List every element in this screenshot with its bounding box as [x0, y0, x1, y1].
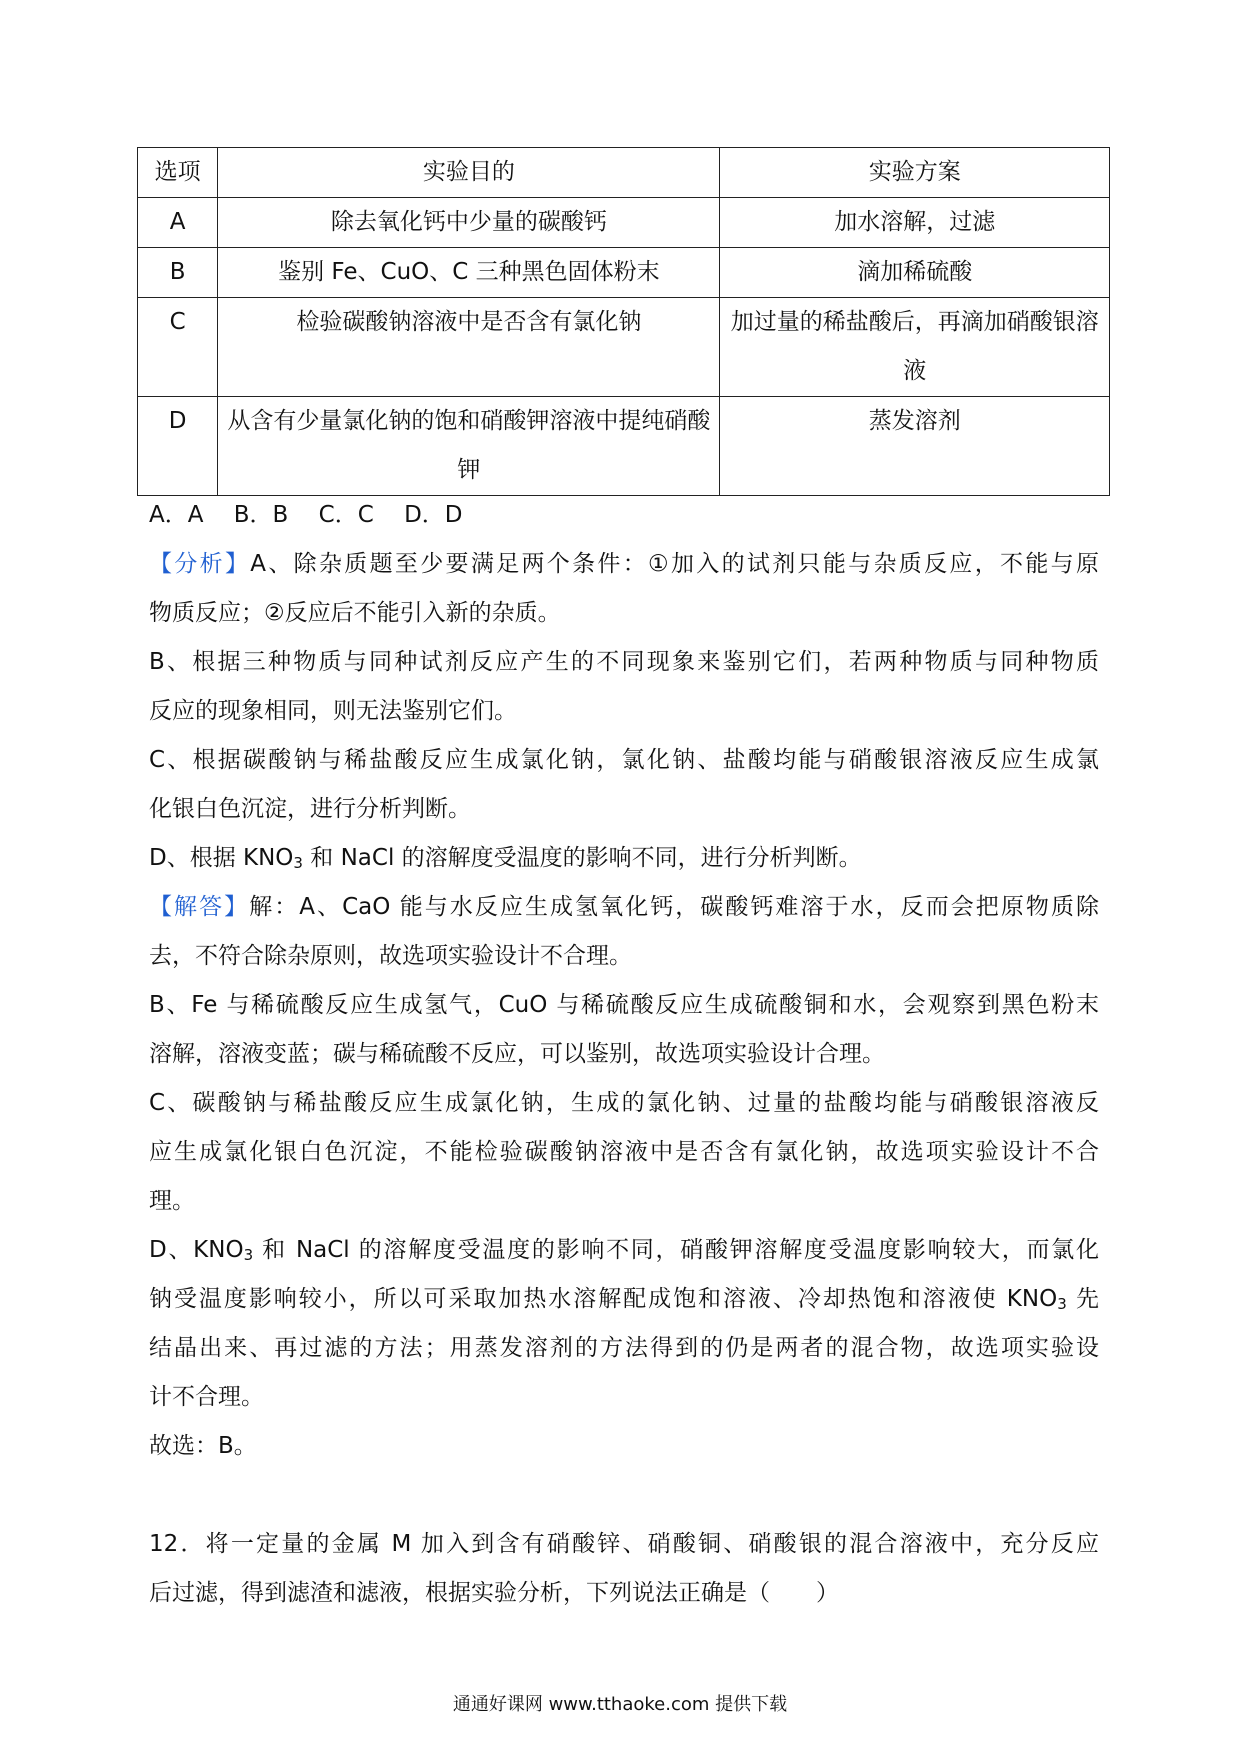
answer-line: B、Fe 与稀硫酸反应生成氢气，CuO 与稀硫酸反应生成硫酸铜和水，会观察到黑色粉末: [149, 992, 1099, 1018]
header-option: 选项: [138, 148, 218, 198]
answer-line: 计不合理。: [149, 1384, 264, 1410]
cell-option: A: [138, 198, 218, 248]
question-line: 后过滤，得到滤渣和滤液，根据实验分析，下列说法正确是（ ）: [149, 1580, 839, 1606]
answer-text: 钠受温度影响较小，所以可采取加热水溶解配成饱和溶液、冷却热饱和溶液使 KNO: [149, 1286, 1058, 1312]
table-row: [138, 248, 1110, 298]
answer-line: 应生成氯化银白色沉淀，不能检验碳酸钠溶液中是否含有氯化钠，故选项实验设计不合: [149, 1139, 1099, 1165]
analysis-line: 化银白色沉淀，进行分析判断。: [149, 796, 471, 822]
header-purpose: 实验目的: [218, 148, 720, 198]
cell-plan: 蒸发溶剂: [720, 397, 1110, 496]
answer-text: 先: [1066, 1286, 1099, 1312]
cell-purpose: 鉴别 Fe、CuO、C 三种黑色固体粉末: [218, 248, 720, 298]
answer-text: 和 NaCl 的溶解度受温度的影响不同，硝酸钾溶解度受温度影响较大，而氯化: [253, 1237, 1099, 1263]
answer-choices: A．A B．B C．C D．D: [149, 502, 463, 528]
analysis-line: 物质反应；②反应后不能引入新的杂质。: [149, 600, 561, 626]
answer-line: 理。: [149, 1188, 195, 1214]
analysis-text: A、除杂质题至少要满足两个条件：①加入的试剂只能与杂质反应，不能与原: [250, 551, 1099, 577]
cell-option: D: [138, 397, 218, 496]
analysis-tag: 【分析】: [149, 551, 251, 577]
subscript: 3: [1057, 1295, 1067, 1313]
analysis-line: [149, 834, 1099, 883]
table-row: [138, 397, 1110, 496]
page-footer: 通通好课网 www.tthaoke.com 提供下载: [452, 1694, 788, 1715]
subscript: 3: [293, 854, 303, 872]
answer-text: D、KNO: [149, 1237, 244, 1263]
cell-option: B: [138, 248, 218, 298]
answer-tag: 【解答】: [149, 894, 250, 920]
answer-text: 解：A、CaO 能与水反应生成氢氧化钙，碳酸钙难溶于水，反而会把原物质除: [249, 894, 1099, 920]
answer-line: 溶解，溶液变蓝；碳与稀硫酸不反应，可以鉴别，故选项实验设计合理。: [149, 1041, 885, 1067]
body-text: [149, 491, 1099, 1618]
header-plan: 实验方案: [720, 148, 1110, 198]
table-header-row: [138, 148, 1110, 198]
question-line: 12．将一定量的金属 M 加入到含有硝酸锌、硝酸铜、硝酸银的混合溶液中，充分反应: [149, 1531, 1099, 1557]
subscript: 3: [243, 1246, 254, 1264]
spacer: [149, 1471, 1099, 1520]
answer-line: [149, 883, 1099, 932]
cell-option: C: [138, 298, 218, 397]
answer-line: [149, 1226, 1099, 1275]
analysis-text: 和 NaCl 的溶解度受温度的影响不同，进行分析判断。: [302, 845, 862, 871]
cell-plan: 滴加稀硫酸: [720, 248, 1110, 298]
table-row: [138, 298, 1110, 397]
analysis-line: 反应的现象相同，则无法鉴别它们。: [149, 698, 517, 724]
table-row: [138, 198, 1110, 248]
cell-purpose: 检验碳酸钠溶液中是否含有氯化钠: [218, 298, 720, 397]
final-answer: 故选：B。: [149, 1433, 257, 1459]
analysis-line: C、根据碳酸钠与稀盐酸反应生成氯化钠，氯化钠、盐酸均能与硝酸银溶液反应生成氯: [149, 747, 1099, 773]
answer-line: 结晶出来、再过滤的方法；用蒸发溶剂的方法得到的仍是两者的混合物，故选项实验设: [149, 1335, 1099, 1361]
experiment-table: [137, 147, 1110, 496]
cell-plan: 加水溶解，过滤: [720, 198, 1110, 248]
analysis-line: B、根据三种物质与同种试剂反应产生的不同现象来鉴别它们，若两种物质与同种物质: [149, 649, 1099, 675]
cell-plan: 加过量的稀盐酸后，再滴加硝酸银溶液: [720, 298, 1110, 397]
answer-line: [149, 1275, 1099, 1324]
answer-line: C、碳酸钠与稀盐酸反应生成氯化钠，生成的氯化钠、过量的盐酸均能与硝酸银溶液反: [149, 1090, 1099, 1116]
cell-purpose: 除去氧化钙中少量的碳酸钙: [218, 198, 720, 248]
cell-purpose: 从含有少量氯化钠的饱和硝酸钾溶液中提纯硝酸钾: [218, 397, 720, 496]
analysis-line: [149, 540, 1099, 589]
analysis-text: D、根据 KNO: [149, 845, 294, 871]
answer-line: 去，不符合除杂原则，故选项实验设计不合理。: [149, 943, 632, 969]
